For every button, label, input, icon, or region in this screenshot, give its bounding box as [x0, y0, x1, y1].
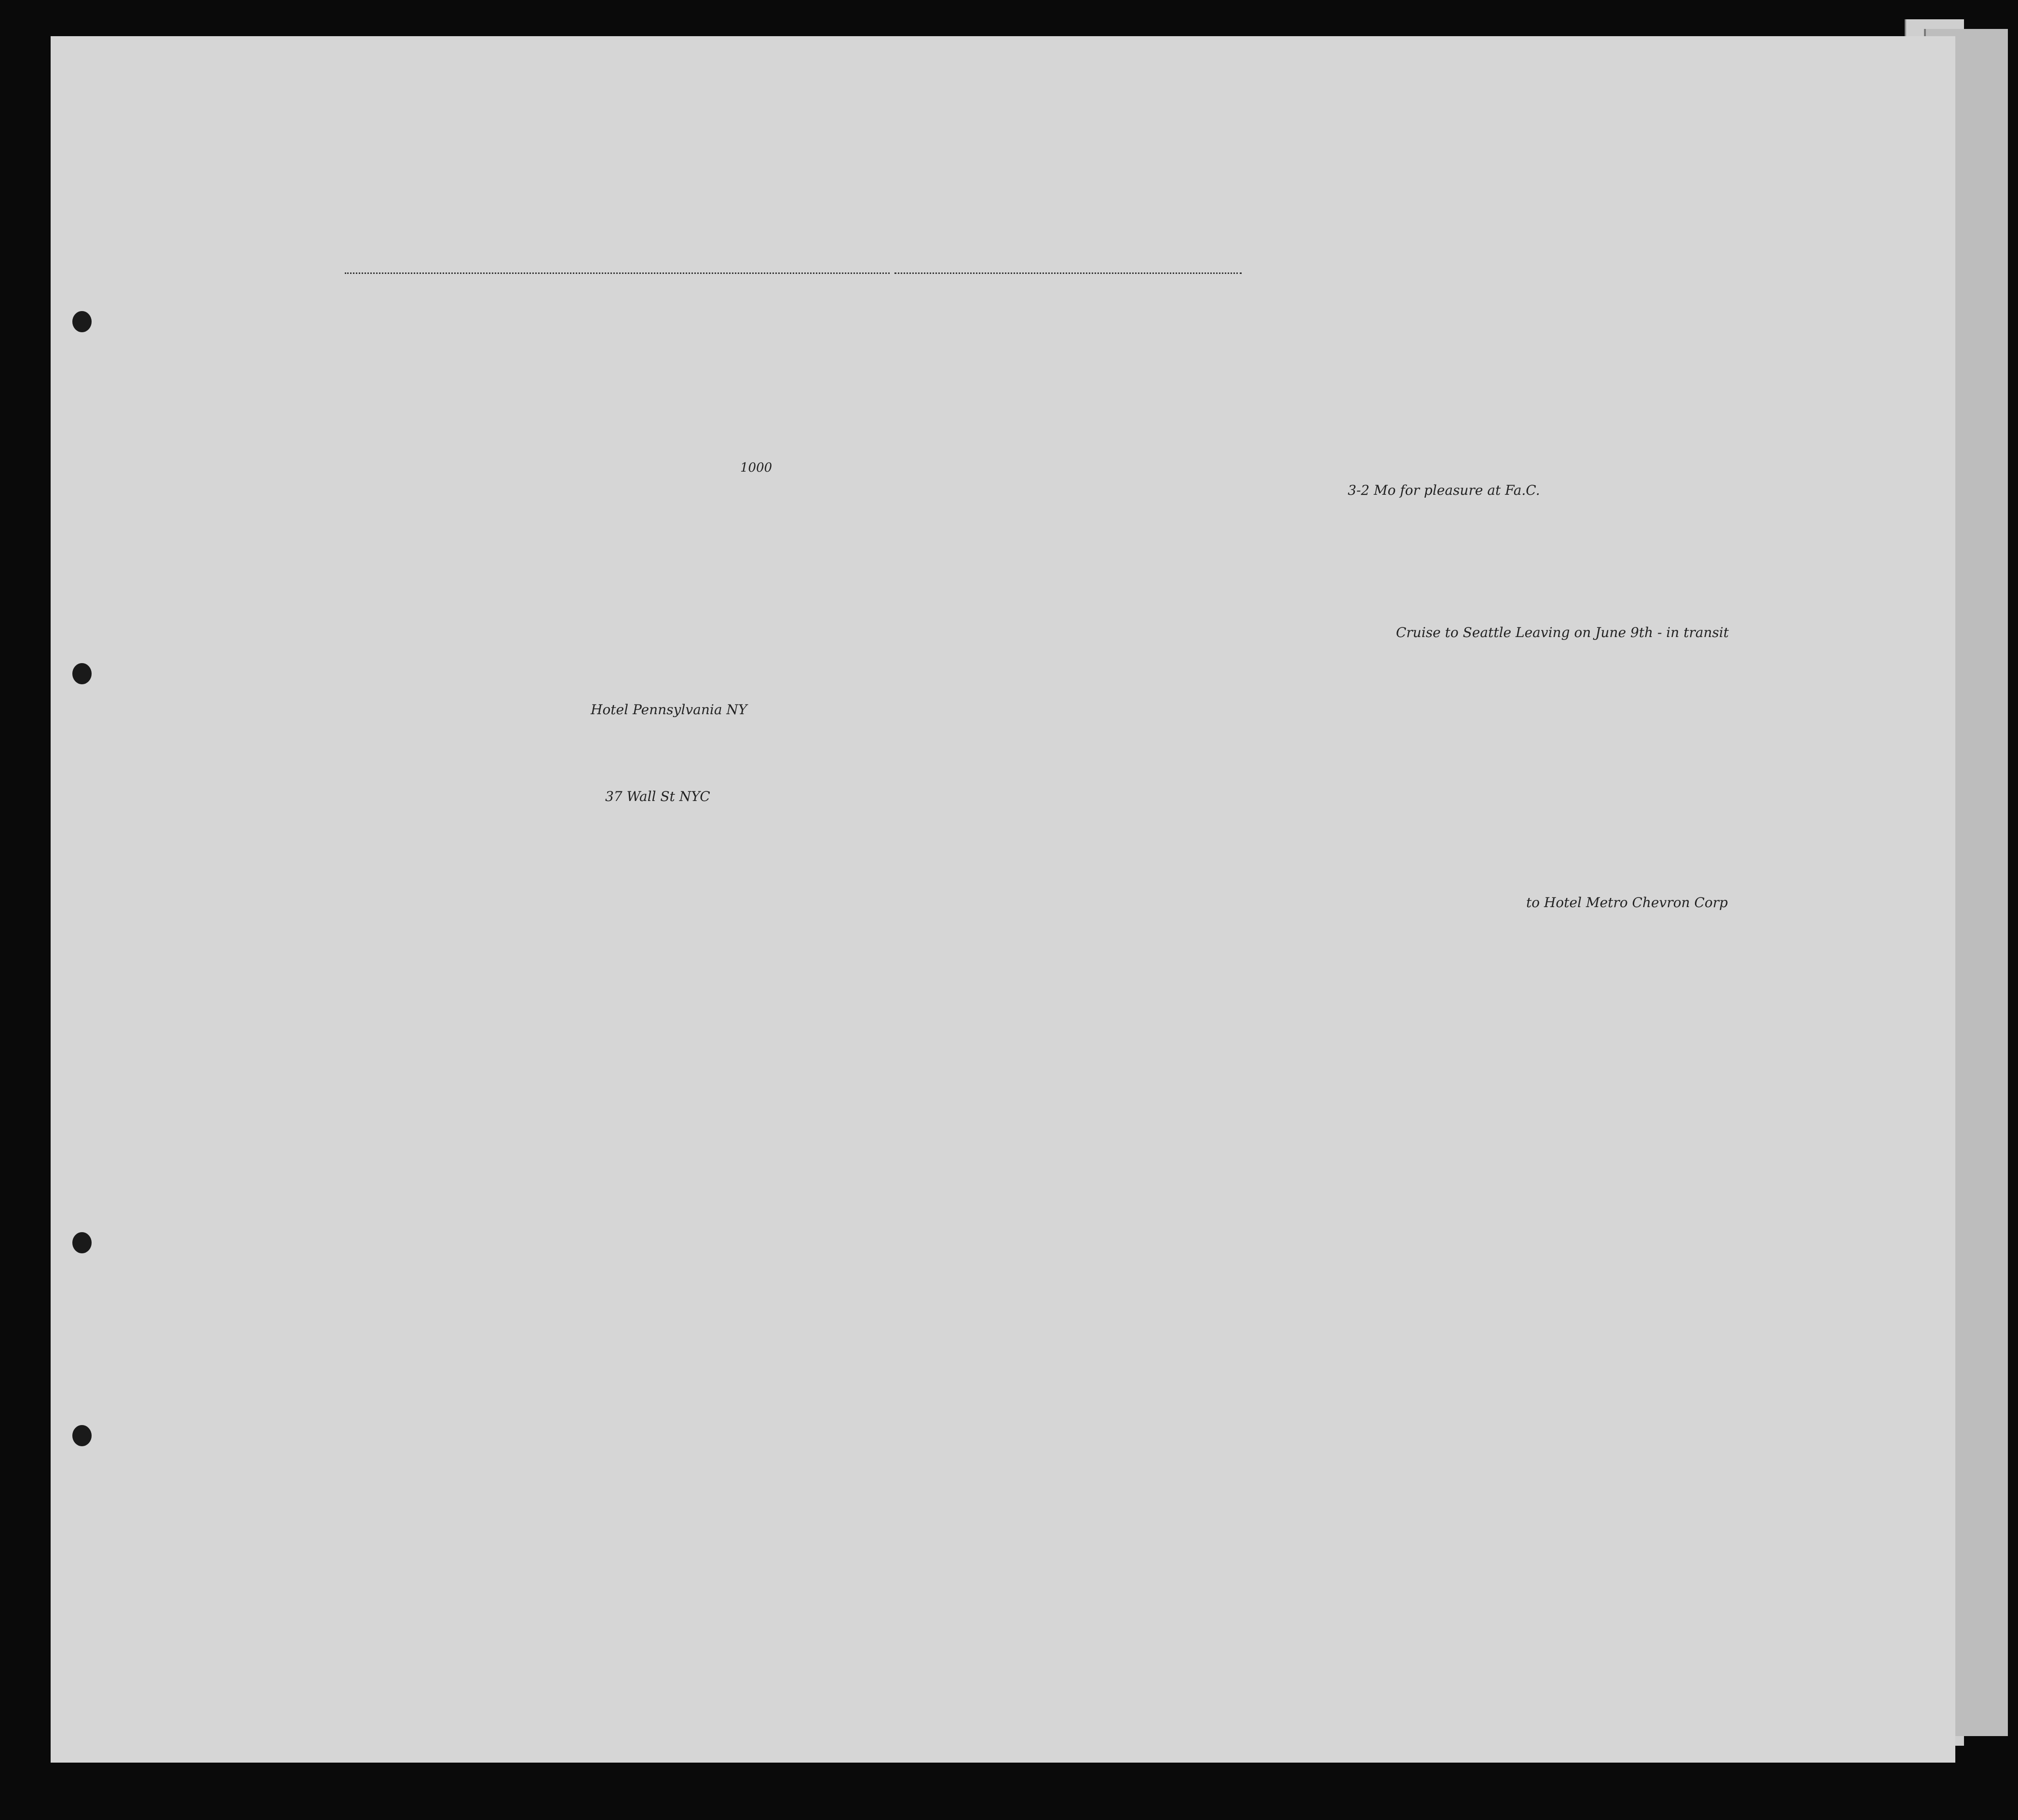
header-possession-50 [738, 330, 767, 436]
port-line [345, 272, 890, 274]
header-ticket [600, 330, 629, 436]
header-q31 [1524, 333, 1543, 429]
binder-hole [72, 1425, 92, 1446]
pencil-note: Hotel Pennsylvania NY [591, 702, 747, 718]
binder-hole [72, 1232, 92, 1253]
header-q30 [1496, 333, 1516, 429]
header-inches [1693, 424, 1707, 458]
header-q29 [1451, 335, 1485, 436]
pencil-note: 37 Wall St NYC [605, 788, 710, 804]
header-polygamist [1360, 330, 1374, 427]
pencil-note: 1000 [740, 461, 772, 475]
header-in-prison [1320, 337, 1347, 433]
date-line [894, 272, 1242, 274]
manifest-sheet [51, 36, 1955, 1763]
pencil-note: to Hotel Metro Chevron Corp [1526, 895, 1728, 910]
header-feet [1671, 427, 1685, 456]
binder-hole [72, 311, 92, 332]
header-q28 [1384, 338, 1422, 439]
pencil-note: Cruise to Seattle Leaving on June 9th - in transit [1396, 625, 1729, 640]
pencil-note: 3-2 Mo for pleasure at Fa.C. [1348, 482, 1540, 498]
binder-hole [72, 663, 92, 684]
